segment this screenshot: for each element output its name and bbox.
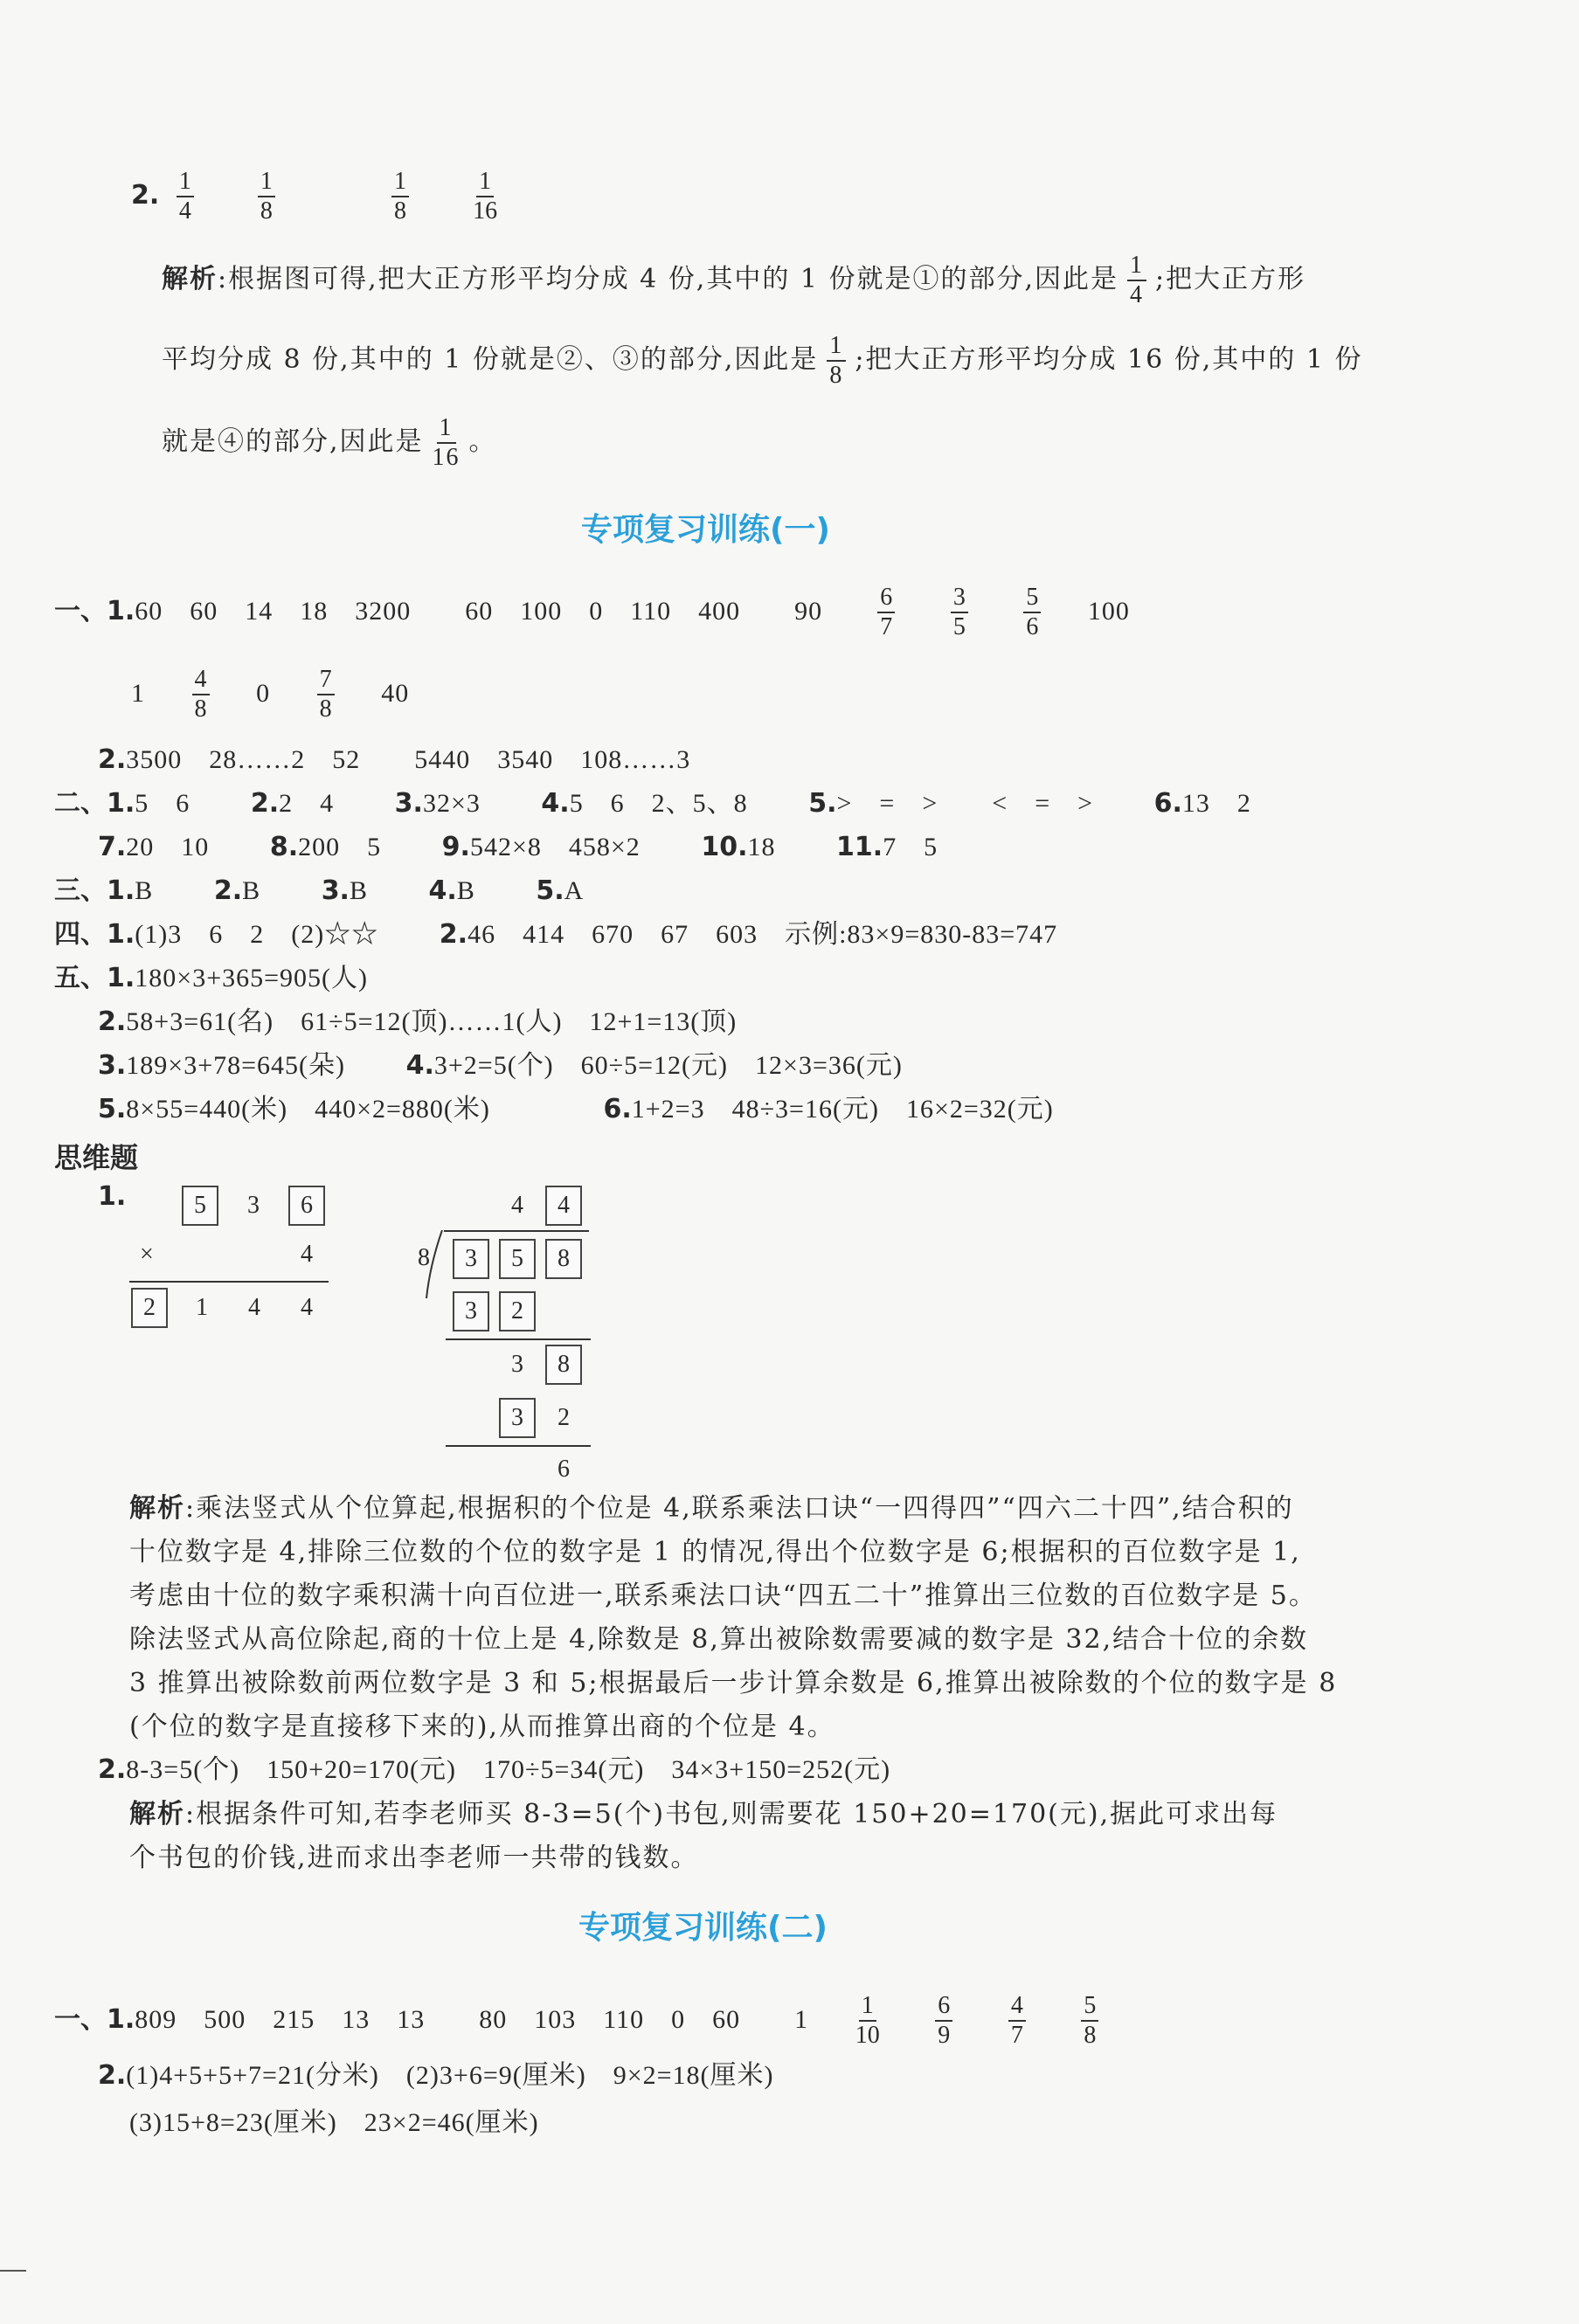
- mult-digit: 4: [301, 1294, 313, 1321]
- fraction: $\frac{4}{7}$: [1008, 1992, 1026, 2050]
- mult-digit: 4: [301, 1241, 313, 1268]
- div-digit-box: 3: [453, 1239, 489, 1279]
- sec1-row-7: 五、1.180×3+365=905(人): [54, 963, 369, 993]
- fraction: $\frac{5}{6}$: [1023, 584, 1041, 641]
- fraction: $\frac{1}{16}$: [432, 414, 461, 471]
- fraction: $\frac{3}{5}$: [951, 584, 968, 641]
- mult-digit: 4: [248, 1294, 260, 1321]
- fraction: $\frac{7}{8}$: [317, 666, 335, 723]
- div-digit-box: 8: [545, 1345, 582, 1385]
- section-title-1: 专项复习训练(一): [581, 512, 830, 548]
- div-digit-box: 8: [545, 1239, 582, 1279]
- mult-digit-box: 5: [182, 1186, 218, 1226]
- sec1-row-1: 一、1.60 60 14 18 3200 60 100 0 110 400 90 $\frac{6}{7}$ $\frac{3}{5}$ $\frac{5}{6}$ 100: [54, 584, 1130, 640]
- analysis-paragraph-2: 解析:根据条件可知,若李老师买 8-3=5(个)书包,则需要花 150+20=170(元),据此可求出每 个书包的价钱,进而求出李老师一共带的钱数。: [129, 1799, 1278, 1873]
- sec2-row-2: 2.(1)4+5+5+7=21(分米) (2)3+6=9(厘米) 9×2=18(厘米): [98, 2060, 774, 2091]
- div-digit-box: 3: [499, 1398, 536, 1438]
- q2-fractions-row: [131, 168, 506, 225]
- sec2-row-3: (3)15+8=23(厘米) 23×2=46(厘米): [129, 2108, 539, 2137]
- div-digit: 4: [511, 1192, 523, 1219]
- fraction: $\frac{1}{8}$: [258, 168, 275, 225]
- mult-digit-box: 2: [131, 1288, 168, 1328]
- analysis-line-1: 解析:根据图可得,把大正方形平均分成 4 份,其中的 1 份就是①的部分,因此是 $\frac{1}{4}$ ;把大正方形: [162, 252, 1306, 308]
- section-title-2: 专项复习训练(二): [578, 1910, 828, 1946]
- t1-label: 1.: [98, 1181, 127, 1212]
- fraction: $\frac{1}{4}$: [1127, 252, 1146, 309]
- div-digit-box: 4: [545, 1186, 582, 1226]
- analysis-label: 解析: [162, 264, 218, 294]
- sec1-row-6: 四、1.(1)3 6 2 (2)☆☆ 2.46 414 670 67 603 示例:83×9=830-83=747: [54, 919, 1058, 950]
- division-bar: [444, 1230, 589, 1232]
- fraction: $\frac{6}{7}$: [877, 584, 895, 641]
- mult-digit: 3: [247, 1192, 260, 1219]
- fraction: $\frac{1}{10}$: [855, 1992, 880, 2049]
- sec1-row-1b: 1 $\frac{4}{8}$ 0 $\frac{7}{8}$ 40: [131, 666, 410, 723]
- t2-row: 2.8-3=5(个) 150+20=170(元) 170÷5=34(元) 34×3+150=252(元): [98, 1754, 891, 1785]
- mult-rule: [129, 1281, 329, 1283]
- fraction: $\frac{6}{9}$: [935, 1992, 952, 2050]
- div-digit: 8: [418, 1244, 430, 1271]
- fraction: $\frac{1}{8}$: [391, 168, 409, 225]
- times-sign: ×: [140, 1241, 154, 1268]
- mult-digit-box: 6: [288, 1186, 325, 1226]
- division-bracket: [425, 1230, 446, 1300]
- sec2-row-1: 一、1.809 500 215 13 13 80 103 110 0 60 1 $\frac{1}{10}$ $\frac{6}{9}$ $\frac{4}{7}$ $\frac{5}{8}$: [54, 1992, 1107, 2050]
- fraction: $\frac{1}{16}$: [473, 168, 498, 225]
- thinking-title: 思维题: [54, 1141, 139, 1174]
- sec1-row-4: 7.20 10 8.200 5 9.542×8 458×2 10.18 11.7 5: [98, 832, 938, 862]
- sec1-row-3: 二、1.5 6 2.2 4 3.32×3 4.5 6 2、5、8 5.> = > < = > 6.13 2: [54, 788, 1251, 819]
- analysis-line-3: 就是④的部分,因此是 $\frac{1}{16}$ 。: [162, 414, 497, 471]
- sec1-row-9: 3.189×3+78=645(朵) 4.3+2=5(个) 60÷5=12(元) 12×3=36(元): [98, 1050, 903, 1081]
- division-rule: [446, 1338, 591, 1340]
- fraction: $\frac{1}{8}$: [827, 332, 846, 390]
- div-digit: 3: [511, 1351, 523, 1378]
- sec1-row-10: 5.8×55=440(米) 440×2=880(米) 6.1+2=3 48÷3=16(元) 16×2=32(元): [98, 1094, 1054, 1124]
- sec1-row-2: 2.3500 28……2 52 5440 3540 108……3: [98, 744, 691, 775]
- div-digit-box: 3: [453, 1291, 489, 1331]
- fraction: $\frac{5}{8}$: [1081, 1992, 1098, 2050]
- fraction: $\frac{4}{8}$: [192, 666, 210, 723]
- q2-label: 2.: [131, 180, 160, 211]
- fraction: $\frac{1}{4}$: [177, 168, 194, 225]
- div-digit-box: 5: [499, 1239, 536, 1279]
- analysis-paragraph-1: 解析:乘法竖式从个位算起,根据积的个位是 4,联系乘法口诀“一四得四”“四六二十四”,结合积的 十位数字是 4,排除三位数的个位的数字是 1 的情况,得出个位数字是 6;根据积的百位数字是 1, 考虑由十位的数字乘积满十向百位进一,联系乘法口诀“四五二十”推算出三位数的百位数字是 5。 除法竖式从高位除起,商的十位上是 4,除数是 8,算出被除数需要减的数字是 32,结合十位的余数 3 推算出被除数前两位数字是 3 和 5;根据最后一步计算余数是 6,推算出被除数的个位的数字是 8 (个位的数字是直接移下来的),从而推算出商的个位是 4。: [129, 1493, 1338, 1742]
- div-digit: 6: [557, 1456, 570, 1483]
- division-rule: [446, 1445, 591, 1447]
- div-digit-box: 2: [499, 1291, 536, 1331]
- sec1-row-5: 三、1.B 2.B 3.B 4.B 5.A: [54, 875, 585, 906]
- page-edge-mark: [0, 2270, 26, 2272]
- div-digit: 2: [557, 1404, 570, 1431]
- sec1-row-8: 2.58+3=61(名) 61÷5=12(顶)……1(人) 12+1=13(顶): [98, 1006, 738, 1037]
- analysis-line-2: 平均分成 8 份,其中的 1 份就是②、③的部分,因此是 $\frac{1}{8}$ ;把大正方形平均分成 16 份,其中的 1 份: [162, 332, 1363, 389]
- mult-digit: 1: [196, 1294, 208, 1321]
